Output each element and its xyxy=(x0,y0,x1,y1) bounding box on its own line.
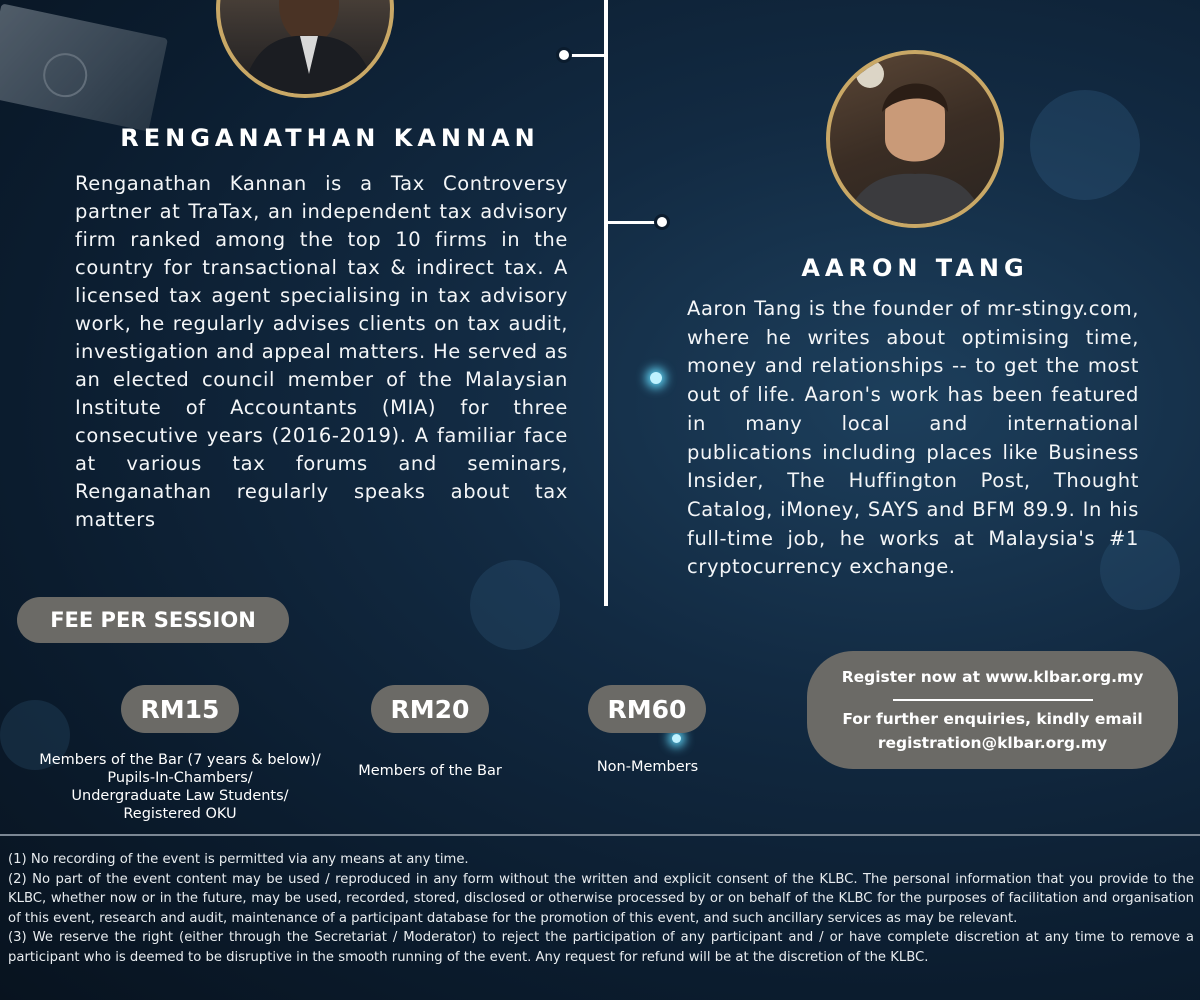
speaker-photo-aaron xyxy=(826,50,1004,228)
timeline-node xyxy=(556,47,572,63)
speaker-name: AARON TANG xyxy=(801,254,1029,282)
price-badge: RM15 xyxy=(121,685,239,733)
bokeh-light xyxy=(1030,90,1140,200)
terms-notes xyxy=(8,850,1194,967)
price-tier-label xyxy=(25,751,335,823)
speaker-bio: Aaron Tang is the founder of mr-stingy.com, where he writes about optimising time, money and relationships -- to get the most out of life. Aaron's work has been featured in many local and international publications including places like Business Insider, The Huffington Post, Thought Catalog, iMoney, SAYS and BFM 89.9. In his full-time job, he works at Malaysia's #1 cryptocurrency exchange. xyxy=(687,297,1139,579)
portrait-silhouette-icon xyxy=(830,54,1000,224)
glow-dot xyxy=(672,734,681,743)
note-item: (1) No recording of the event is permitted via any means at any time. xyxy=(8,852,469,867)
divider xyxy=(893,699,1093,701)
price-badge: RM20 xyxy=(371,685,489,733)
glow-dot xyxy=(650,372,662,384)
price-tier-label-line: Pupils-In-Chambers/ xyxy=(107,770,253,786)
registration-email: registration@klbar.org.my xyxy=(877,734,1108,752)
price-tier-label-line: Members of the Bar (7 years & below)/ xyxy=(39,752,321,768)
footer-divider xyxy=(0,834,1200,836)
timeline-branch xyxy=(566,54,608,57)
portrait-silhouette-icon xyxy=(220,0,394,98)
price-tier-label xyxy=(560,758,735,776)
bokeh-light xyxy=(470,560,560,650)
speaker-photo-renganathan xyxy=(216,0,394,98)
speaker-name: RENGANATHAN KANNAN xyxy=(120,124,540,152)
price-tier-label-line: Non-Members xyxy=(596,759,699,775)
price-tier-label-line: Undergraduate Law Students/ xyxy=(71,788,289,804)
fee-per-session-heading: FEE PER SESSION xyxy=(17,597,289,643)
price-badge: RM60 xyxy=(588,685,706,733)
timeline-node xyxy=(654,214,670,230)
banknote-image xyxy=(0,3,168,131)
price-tier-label-line: Members of the Bar xyxy=(358,763,502,779)
enquiry-text: For further enquiries, kindly email xyxy=(842,710,1143,728)
registration-info-box xyxy=(807,651,1178,769)
note-item: (3) We reserve the right (either through the Secretariat / Moderator) to reject the participation of any participant and / or have complete discretion at any time to remove a participant who is deemed to be disruptive in the smooth running of the event. Any request for refund will be at the discretion of the KLBC. xyxy=(8,930,1194,965)
price-tier-label-line: Registered OKU xyxy=(123,806,237,822)
note-item: (2) No part of the event content may be used / reproduced in any form without the written and explicit consent of the KLBC. The personal information that you provide to the KLBC, whether now or in the future, may be used, recorded, stored, disclosed or otherwise processed by or on behalf of the KLBC for the purposes of facilitation and organisation of this event, research and audit, maintenance of a participant database for the promotion of this event, and such ancillary services as may be relevant. xyxy=(8,871,1194,926)
speaker-bio: Renganathan Kannan is a Tax Controversy partner at TraTax, an independent tax advisory firm ranked among the top 10 firms in the country for transactional tax & indirect tax. A licensed tax agent specialising in tax advisory work, he regularly advises clients on tax audit, investigation and appeal matters. He served as an elected council member of the Malaysian Institute of Accountants (MIA) for three consecutive years (2016-2019). A familiar face at various tax forums and seminars, Renganathan regularly speaks about tax matters xyxy=(75,172,568,531)
price-tier-label xyxy=(330,762,530,780)
timeline-line xyxy=(604,0,608,606)
register-url-text: Register now at www.klbar.org.my xyxy=(841,668,1144,686)
